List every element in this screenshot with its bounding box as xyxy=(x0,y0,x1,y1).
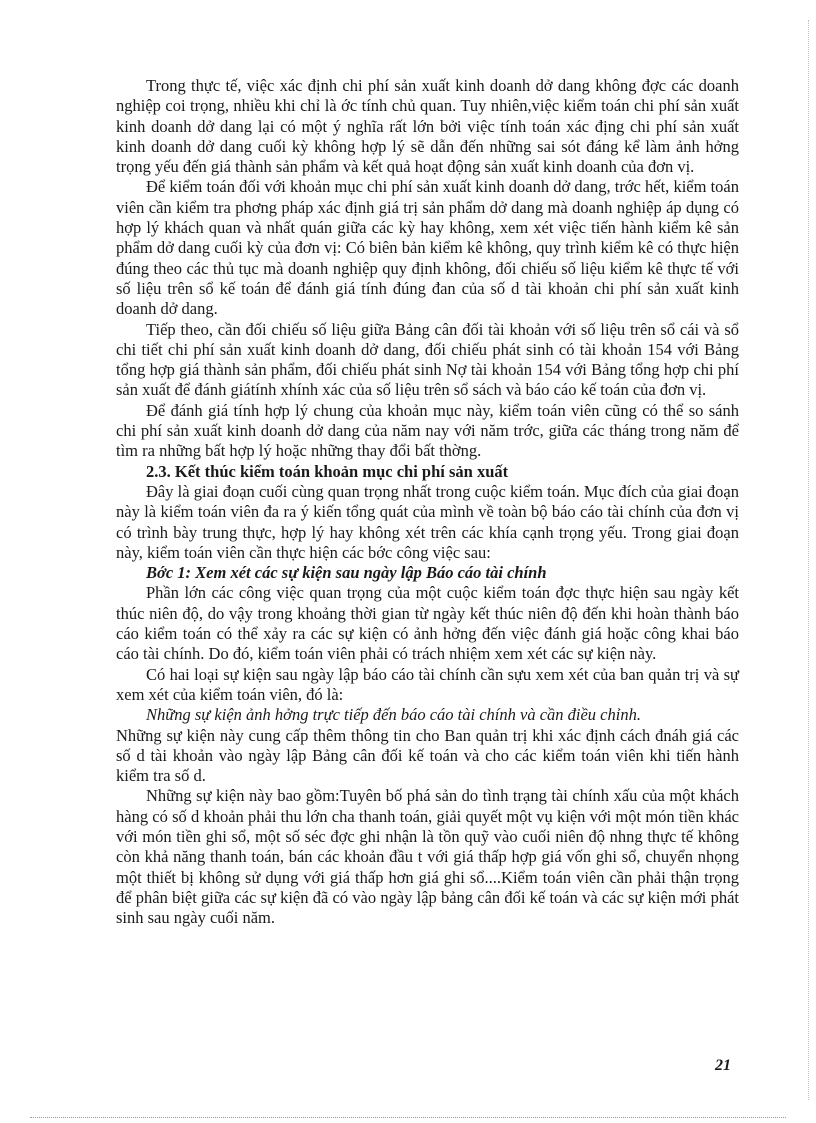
paragraph: Để đánh giá tính hợp lý chung của khoản mục này, kiểm toán viên cũng có thể so sánh chi phí sản xuất kinh doanh dở dang của năm nay với năm trớc, giữa các tháng trong năm để tìm ra những bất hợp lý hoặc những thay đổi bất thờng. xyxy=(116,400,739,461)
paragraph: Để kiểm toán đối với khoản mục chi phí sản xuất kinh doanh dở dang, trớc hết, kiểm toán viên cần kiểm tra phơng pháp xác định giá trị sản phẩm dở dang mà doanh nghiệp áp dụng có hợp lý khách quan và nhất quán giữa các kỳ hay không, xem xét việc tiến hành kiểm kê sản phẩm dở dang cuối kỳ của đơn vị: Có biên bản kiểm kê không, quy trình kiểm kê có thực hiện đúng theo các thủ tục mà doanh nghiệp quy định không, đối chiếu số liệu kiểm kê thực tế với số liệu trên sổ kế toán để đánh giá tính đúng đan của số d tài khoản chi phí sản xuất kinh doanh dở dang. xyxy=(116,177,739,319)
paragraph: Đây là giai đoạn cuối cùng quan trọng nhất trong cuộc kiểm toán. Mục đích của giai đoạn này là kiểm toán viên đa ra ý kiến tổng quát của mình về toàn bộ báo cáo tài chính của đơn vị có trình bày trung thực, hợp lý hay không xét trên các khía cạnh trọng yếu. Trong giai đoạn này, kiểm toán viên cần thực hiện các bớc công việc sau: xyxy=(116,481,739,562)
step-heading: Bớc 1: Xem xét các sự kiện sau ngày lập Báo cáo tài chính xyxy=(146,563,547,583)
page-edge-divider xyxy=(808,20,809,1100)
paragraph: Trong thực tế, việc xác định chi phí sản xuất kinh doanh dở dang không đợc các doanh nghiệp coi trọng, nhiều khi chỉ là ớc tính chủ quan. Tuy nhiên,việc kiểm toán chi phí sản xuất kinh doanh dở dang lại có một ý nghĩa rất lớn bởi việc tính toán xác địng chi phí sản xuất kinh doanh dở dang cuối kỳ không hợp lý sẽ dẫn đến những sai sót đáng kể làm ảnh hởng trọng yếu đến giá thành sản phẩm và kết quả hoạt động sản xuất kinh doanh của đơn vị. xyxy=(116,76,739,177)
paragraph: Phần lớn các công việc quan trọng của một cuộc kiểm toán đợc thực hiện sau ngày kết thúc niên độ, do vậy trong khoảng thời gian từ ngày kết thúc niên độ đến khi hoàn thành báo cáo kiểm toán có thể xảy ra các sự kiện có ảnh hởng đến việc đánh giá hoặc công khai báo cáo tài chính. Do đó, kiểm toán viên phải có trách nhiệm xem xét các sự kiện này. xyxy=(116,583,739,664)
page-number: 21 xyxy=(715,1057,731,1074)
document-body xyxy=(116,76,739,928)
paragraph: Những sự kiện này cung cấp thêm thông tin cho Ban quản trị khi xác định cách đnáh giá các số d tài khoản vào ngày lập Bảng cân đối kế toán và cho các kiểm toán viên khi tiến hành kiểm tra số d. xyxy=(116,725,739,786)
section-heading: 2.3. Kết thúc kiểm toán khoản mục chi phí sản xuất xyxy=(146,461,509,481)
paragraph: Có hai loại sự kiện sau ngày lập báo cáo tài chính cần sựu xem xét của ban quản trị và sự xem xét của kiểm toán viên, đó là: xyxy=(116,664,739,704)
paragraph: Những sự kiện này bao gồm:Tuyên bố phá sản do tình trạng tài chính xấu của một khách hàng có số d khoản phải thu lớn cha thanh toán, giải quyết một vụ kiện với một món tiền khác với món tiền ghi sổ, một số séc đợc ghi nhận là tồn quỹ vào cuối niên độ nhng thực tế không còn khả năng thanh toán, bán các khoản đầu t với giá thấp hợp giá vốn ghi sổ, chuyển nhọng một thiết bị không sử dụng với giá thấp hơn giá ghi sổ....Kiểm toán viên cần phải thận trọng để phân biệt giữa các sự kiện đã có vào ngày lập bảng cân đối kế toán và các sự kiện mới phát sinh sau ngày cuối năm. xyxy=(116,786,739,928)
footer-divider xyxy=(30,1117,786,1118)
italic-line: Những sự kiện ảnh hởng trực tiếp đến báo cáo tài chính và cần điều chỉnh. xyxy=(146,705,641,725)
paragraph: Tiếp theo, cần đối chiếu số liệu giữa Bảng cân đối tài khoản với số liệu trên sổ cái và sổ chi tiết chi phí sản xuất kinh doanh dở dang, đối chiếu phát sinh có tài khoản 154 với Bảng tổng hợp giá thành sản phẩm, đối chiếu phát sinh Nợ tài khoản 154 với Bảng tổng hợp chi phí sản xuất để đánh giátính xhính xác của số liệu trên sổ sách và báo cáo kế toán của đơn vị. xyxy=(116,319,739,400)
